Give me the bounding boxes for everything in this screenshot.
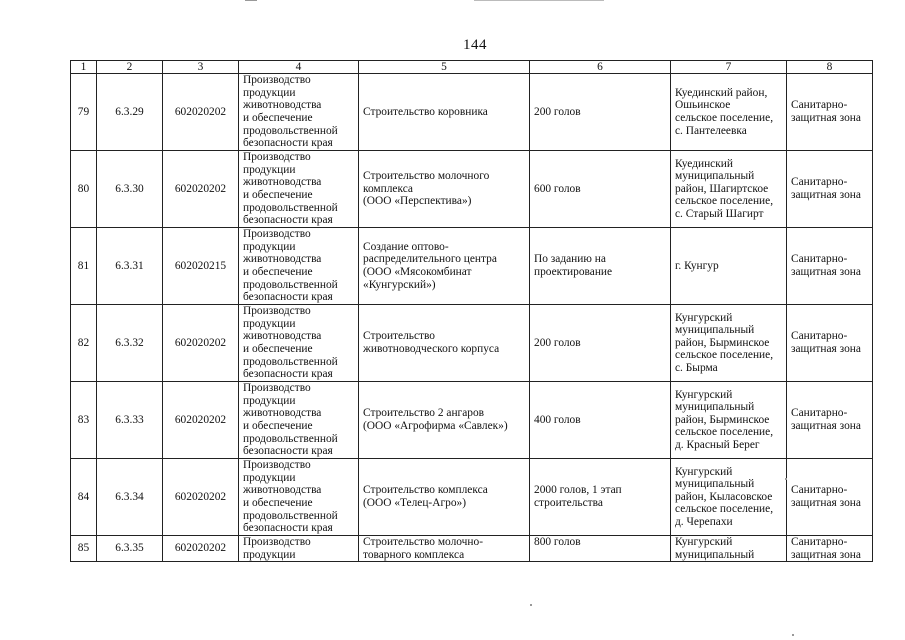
cell-line: животноводства (243, 330, 322, 343)
cell-line: район, Бырминское (675, 413, 770, 426)
cell-line: Строительство 2 ангаров (363, 407, 485, 420)
cell-line: защитная зона (791, 112, 861, 124)
row-number: 81 (71, 228, 97, 305)
cell-line: животноводства (243, 176, 322, 189)
column-number: 4 (239, 61, 359, 74)
cell-line: безопасности края (243, 522, 333, 535)
cell-line: д. Красный Берег (675, 438, 760, 451)
cell-line: сельское поселение, (675, 503, 774, 516)
table-row (71, 151, 873, 228)
capacity-cell (530, 459, 671, 536)
cell-line: и обеспечение (243, 266, 313, 278)
item-code: 6.3.30 (97, 151, 163, 228)
cell-line: Куединский (675, 157, 733, 170)
cell-line: и обеспечение (243, 343, 313, 355)
cell-line: продовольственной (243, 355, 338, 368)
cell-line: сельское поселение, (675, 349, 774, 362)
program-code: 602020202 (163, 151, 239, 228)
cell-line: Производство (243, 74, 311, 87)
location-cell (671, 536, 787, 562)
object-cell (359, 228, 530, 305)
table-row (71, 228, 873, 305)
cell-line: муниципальный (675, 170, 755, 183)
row-number: 85 (71, 536, 97, 562)
cell-line: муниципальный (675, 324, 755, 337)
item-code: 6.3.33 (97, 382, 163, 459)
cell-line: район, Шагиртское (675, 182, 769, 195)
cell-line: Производство (243, 536, 311, 548)
cell-line: животноводства (243, 407, 322, 420)
item-code: 6.3.34 (97, 459, 163, 536)
cell-line: Производство (243, 151, 311, 164)
cell-line: защитная зона (791, 343, 861, 355)
cell-line: 200 голов (534, 105, 581, 118)
object-cell (359, 151, 530, 228)
cell-line: (ООО «Мясокомбинат (363, 266, 472, 278)
cell-line: безопасности края (243, 291, 333, 304)
program-code: 602020202 (163, 74, 239, 151)
zone-cell (787, 74, 873, 151)
scan-edge-line (474, 0, 604, 1)
program-code: 602020215 (163, 228, 239, 305)
cell-line: 200 голов (534, 336, 581, 349)
cell-line: Строительство коровника (363, 105, 488, 118)
cell-line: Санитарно- (791, 99, 848, 112)
cell-line: Производство (243, 305, 311, 318)
capacity-cell (530, 74, 671, 151)
column-number: 3 (163, 61, 239, 74)
cell-line: Ошьинское (675, 99, 731, 112)
column-number: 5 (359, 61, 530, 74)
cell-line: с. Бырма (675, 361, 718, 374)
cell-line: (ООО «Агрофирма «Савлек») (363, 420, 508, 432)
column-number: 8 (787, 61, 873, 74)
cell-line: продукции (243, 548, 296, 561)
cell-line: Санитарно- (791, 176, 848, 189)
cell-line: защитная зона (791, 548, 861, 561)
cell-line: Куединский район, (675, 86, 768, 99)
location-cell (671, 305, 787, 382)
capacity-cell (530, 228, 671, 305)
cell-line: д. Черепахи (675, 515, 733, 528)
cell-line: Производство (243, 459, 311, 472)
program-code: 602020202 (163, 305, 239, 382)
cell-line: сельское поселение, (675, 112, 774, 124)
zone-cell (787, 536, 873, 562)
cell-line: продукции (243, 163, 296, 176)
cell-line: сельское поселение, (675, 195, 774, 208)
column-numbers-row (71, 61, 873, 74)
item-code: 6.3.29 (97, 74, 163, 151)
cell-line: комплекса (363, 182, 413, 195)
location-cell (671, 228, 787, 305)
cell-line: продовольственной (243, 278, 338, 291)
scan-speck (792, 634, 794, 636)
object-cell (359, 305, 530, 382)
cell-line: Производство (243, 382, 311, 395)
cell-line: Кунгурский (675, 388, 733, 401)
cell-line: 600 голов (534, 182, 581, 195)
cell-line: Санитарно- (791, 484, 848, 497)
cell-line: с. Старый Шагирт (675, 207, 764, 220)
cell-line: Создание оптово- (363, 240, 449, 253)
cell-line: Санитарно- (791, 330, 848, 343)
purpose-cell (239, 305, 359, 382)
cell-line: проектирование (534, 266, 613, 278)
object-cell (359, 459, 530, 536)
program-code: 602020202 (163, 536, 239, 562)
location-cell (671, 382, 787, 459)
cell-line: защитная зона (791, 420, 861, 432)
cell-line: Строительство комплекса (363, 484, 488, 497)
cell-line: 800 голов (534, 536, 581, 548)
purpose-cell (239, 536, 359, 562)
page-number: 144 (463, 37, 487, 53)
cell-line: продукции (243, 317, 296, 330)
cell-line: продукции (243, 240, 296, 253)
object-cell (359, 382, 530, 459)
cell-line: безопасности края (243, 214, 333, 227)
cell-line: распределительного центра (363, 253, 497, 266)
cell-line: и обеспечение (243, 112, 313, 124)
zone-cell (787, 228, 873, 305)
zone-cell (787, 305, 873, 382)
cell-line: и обеспечение (243, 497, 313, 509)
scan-speck (785, 478, 787, 480)
cell-line: защитная зона (791, 189, 861, 201)
capacity-cell (530, 536, 671, 562)
scan-mark (245, 0, 257, 1)
cell-line: Санитарно- (791, 253, 848, 266)
table-row (71, 536, 873, 562)
capacity-cell (530, 382, 671, 459)
item-code: 6.3.32 (97, 305, 163, 382)
item-code: 6.3.31 (97, 228, 163, 305)
purpose-cell (239, 228, 359, 305)
cell-line: муниципальный (675, 478, 755, 491)
cell-line: строительства (534, 497, 603, 509)
location-cell (671, 459, 787, 536)
capacity-cell (530, 305, 671, 382)
zone-cell (787, 459, 873, 536)
purpose-cell (239, 151, 359, 228)
cell-line: животноводства (243, 99, 322, 112)
cell-line: 2000 голов, 1 этап (534, 484, 622, 497)
table-row (71, 382, 873, 459)
row-number: 83 (71, 382, 97, 459)
cell-line: защитная зона (791, 497, 861, 509)
cell-line: и обеспечение (243, 420, 313, 432)
table-row (71, 459, 873, 536)
cell-line: продукции (243, 394, 296, 407)
purpose-cell (239, 459, 359, 536)
purpose-cell (239, 382, 359, 459)
cell-line: животноводческого корпуса (363, 343, 500, 355)
row-number: 82 (71, 305, 97, 382)
cell-line: Производство (243, 228, 311, 241)
column-number: 1 (71, 61, 97, 74)
cell-line: продовольственной (243, 124, 338, 137)
cell-line: животноводства (243, 253, 322, 266)
cell-line: Строительство молочного (363, 170, 490, 183)
cell-line: безопасности края (243, 137, 333, 150)
cell-line: г. Кунгур (675, 259, 719, 272)
cell-line: сельское поселение, (675, 426, 774, 439)
location-cell (671, 74, 787, 151)
column-number: 6 (530, 61, 671, 74)
item-code: 6.3.35 (97, 536, 163, 562)
object-cell (359, 74, 530, 151)
cell-line: Санитарно- (791, 407, 848, 420)
object-cell (359, 536, 530, 562)
cell-line: (ООО «Перспектива») (363, 195, 472, 208)
cell-line: продовольственной (243, 432, 338, 445)
cell-line: безопасности края (243, 368, 333, 381)
cell-line: муниципальный (675, 401, 755, 414)
cell-line: По заданию на (534, 253, 606, 266)
cell-line: Санитарно- (791, 536, 848, 548)
cell-line: Строительство (363, 330, 435, 343)
table-row (71, 305, 873, 382)
cell-line: 400 голов (534, 413, 581, 426)
cell-line: с. Пантелеевка (675, 124, 747, 137)
cell-line: Кунгурский (675, 311, 733, 324)
cell-line: район, Кыласовское (675, 490, 773, 503)
cell-line: Кунгурский (675, 465, 733, 478)
cell-line: продовольственной (243, 201, 338, 214)
column-number: 7 (671, 61, 787, 74)
program-code: 602020202 (163, 459, 239, 536)
column-number: 2 (97, 61, 163, 74)
zone-cell (787, 151, 873, 228)
cell-line: товарного комплекса (363, 548, 465, 561)
row-number: 80 (71, 151, 97, 228)
row-number: 79 (71, 74, 97, 151)
scan-speck (530, 604, 532, 606)
projects-table (70, 60, 873, 562)
cell-line: район, Бырминское (675, 336, 770, 349)
program-code: 602020202 (163, 382, 239, 459)
cell-line: «Кунгурский») (363, 278, 436, 291)
capacity-cell (530, 151, 671, 228)
cell-line: защитная зона (791, 266, 861, 278)
cell-line: безопасности края (243, 445, 333, 458)
purpose-cell (239, 74, 359, 151)
cell-line: Кунгурский (675, 536, 733, 548)
cell-line: муниципальный (675, 548, 755, 561)
cell-line: (ООО «Телец-Агро») (363, 497, 466, 509)
cell-line: продукции (243, 471, 296, 484)
zone-cell (787, 382, 873, 459)
table-row (71, 74, 873, 151)
cell-line: продовольственной (243, 509, 338, 522)
cell-line: продукции (243, 86, 296, 99)
row-number: 84 (71, 459, 97, 536)
cell-line: животноводства (243, 484, 322, 497)
cell-line: Строительство молочно- (363, 536, 483, 548)
cell-line: и обеспечение (243, 189, 313, 201)
location-cell (671, 151, 787, 228)
